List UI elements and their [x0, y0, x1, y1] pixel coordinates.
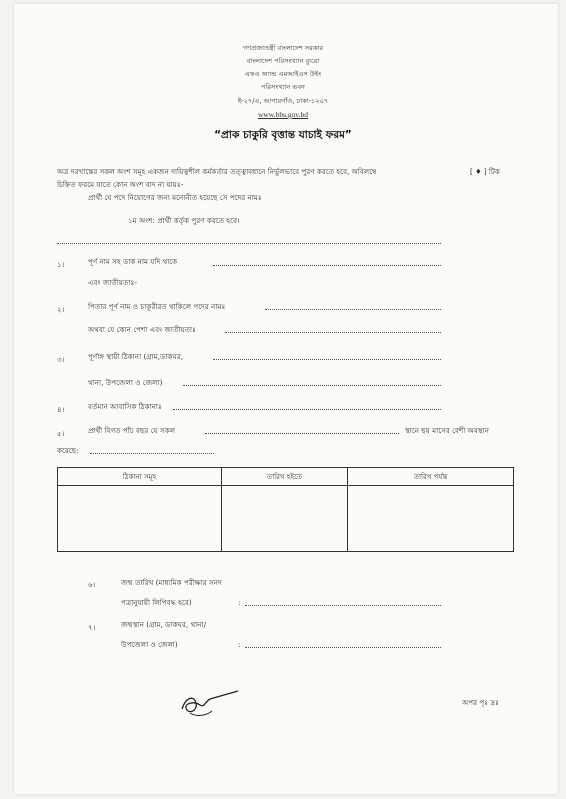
field-6-colon: : — [238, 598, 241, 607]
field-3-sub-label: থানা, উপজেলা ও জেলা) — [88, 378, 163, 387]
date-from-cell[interactable] — [222, 486, 348, 552]
tick-mark-note: [ ♦ ] টিক — [470, 167, 500, 176]
birth-place-field[interactable] — [245, 647, 441, 648]
column-header-date-to: তারিখ পর্যন্ত — [348, 468, 514, 486]
full-name-field[interactable] — [213, 265, 441, 266]
field-4-number: ৪। — [57, 405, 65, 414]
office-address: ই-২৭/এ, আগারগাঁও, ঢাকা-১২০৭ — [237, 97, 329, 105]
column-header-date-from: তারিখ হইতে — [222, 468, 348, 486]
field-7-sub-label: উপজেলা ও জেলা) — [121, 640, 178, 649]
signature-mark — [176, 689, 242, 719]
post-name-field[interactable] — [57, 243, 441, 244]
address-history-table — [57, 467, 514, 552]
website-text[interactable]: www.bbs.gov.bd — [257, 110, 309, 119]
birth-date-field[interactable] — [245, 605, 441, 606]
website-link[interactable] — [0, 110, 566, 120]
bureau-name: বাংলাদেশ পরিসংখ্যান ব্যুরো — [246, 57, 320, 65]
field-3-number: ৩। — [57, 355, 65, 364]
date-to-cell[interactable] — [348, 486, 514, 552]
field-7-number: ৭। — [88, 623, 96, 632]
field-1-number: ১। — [57, 260, 65, 269]
post-name-label: প্রার্থী যে পদে নিয়োগের জন্য মনোনীত হয়েছে সে পদের নামঃ — [88, 193, 262, 202]
field-4-label: বর্তমান আবাসিক ঠিকানাঃ — [88, 402, 162, 411]
field-7-colon: : — [238, 640, 241, 649]
field-5-sub-label: করেছে: — [57, 446, 79, 455]
continued-overleaf-note: অপর পৃঃ দ্রঃ — [462, 698, 499, 707]
present-address-field[interactable] — [173, 409, 441, 410]
address-cell[interactable] — [58, 486, 222, 552]
permanent-address-field[interactable] — [213, 359, 441, 360]
field-1-sub-label: এবং জাতীয়তাঃ- — [88, 278, 137, 287]
field-3-label: পূর্ণাঙ্গ স্থায়ী ঠিকানা (গ্রাম,ডাকঘর, — [88, 352, 184, 361]
instruction-line-2: চিহ্নিত ফরমে যাতে কোন অংশ বাদ না যায়ঃ- — [57, 180, 184, 189]
field-5-label: প্রার্থী বিগত পাঁচ বছর যে সকল — [88, 426, 176, 435]
wing-name: এফএ অ্যান্ড এমআইএস উইং — [244, 70, 322, 78]
residence-places-field[interactable] — [205, 433, 399, 434]
father-profession-field[interactable] — [225, 332, 441, 333]
field-2-number: ২। — [57, 305, 65, 314]
field-2-label: পিতার পূর্ণ নাম ও চাকুরীরত থাকিলে পদের নামঃ — [88, 302, 226, 311]
building-name: পরিসংখ্যান ভবন — [261, 83, 305, 91]
field-6-label: জন্ম তারিখ (মাধ্যমিক পরীক্ষার সনদ — [121, 578, 222, 587]
field-5-number: ৫। — [57, 429, 65, 438]
permanent-address-district-field[interactable] — [183, 385, 441, 386]
part-one-heading: ১ম অংশ: প্রার্থী কর্তৃক পুরণ করতে হবে। — [128, 216, 240, 225]
field-6-number: ৬। — [88, 580, 96, 589]
father-name-field[interactable] — [265, 309, 441, 310]
field-6-sub-label: পত্রানুযায়ী লিপিবদ্ধ হবে) — [121, 598, 192, 607]
residence-extra-field[interactable] — [90, 453, 214, 454]
table-row — [58, 486, 514, 552]
table-header-row — [58, 468, 514, 486]
field-1-label: পূর্ণ নাম সহ ডাক নাম যদি থাকে — [88, 257, 178, 266]
field-7-label: জন্মস্থান (গ্রাম, ডাকঘর, থানা/ — [121, 620, 207, 629]
document-page — [14, 4, 558, 794]
form-title: “প্রাক চাকুরি বৃত্তান্ত যাচাই ফরম” — [214, 129, 352, 141]
column-header-addresses: ঠিকানা সমূহ — [58, 468, 222, 486]
govt-name: গণপ্রজাতন্ত্রী বাংলাদেশ সরকার — [242, 44, 324, 52]
instruction-line-1: অত্র দরখাস্তের সকল অংশ সমূহ একজন দায়িত্বশীল কর্মকর্তার তত্ত্বাবধানে নির্ভুলভাবে পুরণ করতে হবে, অবিলম্বে — [57, 167, 377, 176]
field-2-sub-label: অথবা যে কোন পেশা এবং জাতীয়তাঃ — [88, 325, 196, 334]
field-5-tail-label: স্থানে ছয় মাসের বেশী অবস্থান — [405, 426, 489, 435]
